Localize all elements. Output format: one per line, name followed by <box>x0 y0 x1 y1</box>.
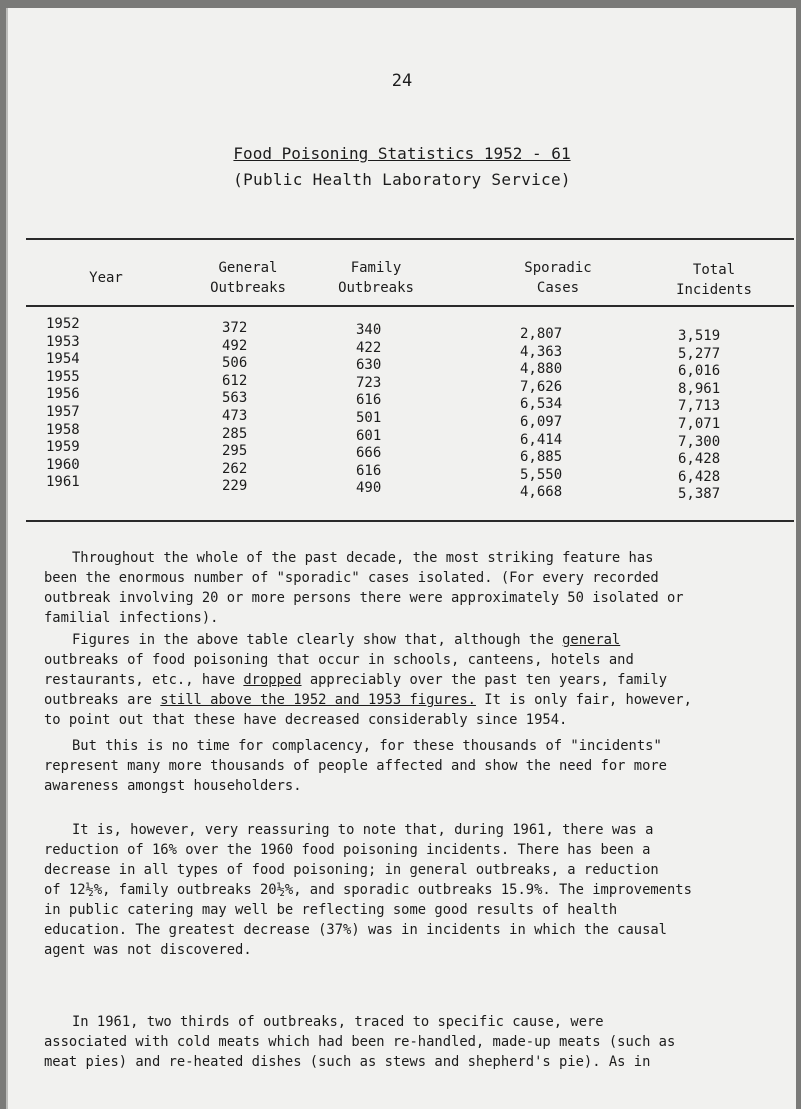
table-cell: 1959 <box>46 439 80 456</box>
table-cell: 1956 <box>46 386 80 403</box>
paragraph-sporadic: Throughout the whole of the past decade, the most striking feature has been the enormous number of "sporadic" cases isolated. (For every recorded outbreak involving 20 or more persons there were approximately 50 isolated or familial infections). <box>44 550 684 626</box>
table-cell: 7,071 <box>678 415 721 432</box>
page-subtitle: (Public Health Laboratory Service) <box>233 170 571 189</box>
column-sporadic-cases <box>520 326 562 502</box>
table-cell: 340 <box>356 322 382 338</box>
paragraph-reduction: It is, however, very reassuring to note that, during 1961, there was a reduction of 16% over the 1960 food poisoning incidents. There has been a decrease in all types of food poisoning; in general outbreaks, a reduction of 12½%, family outbreaks 20½%, and sporadic outbreaks 15.9%. The improvements in public catering may well be reflecting some good results of health education. The greatest decrease (37%) was in incidents in which the causal agent was not discovered. <box>44 822 692 958</box>
header-family-outbreaks: Family Outbreaks <box>338 260 414 296</box>
page-number: 24 <box>391 71 413 91</box>
table-cell: 262 <box>222 460 248 477</box>
table-cell: 5,277 <box>678 345 721 362</box>
column-total-incidents <box>678 328 720 504</box>
header-sporadic-cases: Sporadic Cases <box>524 260 592 296</box>
table-cell: 492 <box>222 337 248 354</box>
document-page <box>6 8 796 1109</box>
table-cell: 630 <box>356 357 382 374</box>
table-cell: 612 <box>222 372 248 389</box>
table-cell: 1957 <box>46 403 80 420</box>
header-total-incidents: Total Incidents <box>676 262 752 298</box>
table-cell: 5,387 <box>678 486 721 503</box>
table-cell: 4,363 <box>520 343 563 360</box>
header-year: Year <box>89 270 123 286</box>
paragraph-figures: Figures in the above table clearly show that, although the general outbreaks of food poisoning that occur in schools, canteens, hotels and restaurants, etc., have dropped appreciably over the past ten years, family outbreaks are still above the 1952 and 1953 figures. It is only fair, however, to point out that these have decreased considerably since 1954. <box>44 632 692 728</box>
table-cell: 6,534 <box>520 396 563 413</box>
table-cell: 1958 <box>46 421 80 438</box>
table-cell: 422 <box>356 339 382 356</box>
table-cell: 7,626 <box>520 378 563 395</box>
table-cell: 1955 <box>46 368 80 385</box>
column-general-outbreaks <box>222 320 247 496</box>
table-cell: 6,414 <box>520 431 563 448</box>
table-cell: 1960 <box>46 456 80 473</box>
table-cell: 490 <box>356 480 382 497</box>
paragraph-complacency: But this is no time for complacency, for these thousands of "incidents" represent many more thousands of people affected and show the need for more awareness amongst householders. <box>44 738 667 794</box>
table-cell: 666 <box>356 445 382 462</box>
table-header-rule <box>26 305 794 307</box>
table-cell: 6,097 <box>520 413 563 430</box>
table-bottom-rule <box>26 520 794 522</box>
page-title: Food Poisoning Statistics 1952 - 61 <box>233 144 571 163</box>
table-cell: 6,428 <box>678 451 721 468</box>
table-cell: 506 <box>222 355 248 372</box>
header-general-outbreaks: General Outbreaks <box>210 260 286 296</box>
table-cell: 1952 <box>46 316 80 332</box>
table-cell: 473 <box>222 407 248 424</box>
table-cell: 8,961 <box>678 380 721 397</box>
table-cell: 4,880 <box>520 361 563 378</box>
table-cell: 616 <box>356 462 382 479</box>
table-cell: 6,885 <box>520 449 563 466</box>
title-block <box>8 144 796 190</box>
table-cell: 616 <box>356 392 382 409</box>
table-cell: 285 <box>222 425 248 442</box>
table-top-rule <box>26 238 794 240</box>
table-cell: 6,428 <box>678 468 721 485</box>
table-cell: 1961 <box>46 474 80 491</box>
column-family-outbreaks <box>356 322 381 498</box>
table-cell: 229 <box>222 478 248 495</box>
table-cell: 5,550 <box>520 466 563 483</box>
table-cell: 2,807 <box>520 326 563 342</box>
table-cell: 501 <box>356 409 382 426</box>
table-cell: 1954 <box>46 351 80 368</box>
table-cell: 372 <box>222 320 248 336</box>
table-cell: 1953 <box>46 333 80 350</box>
column-year <box>46 316 80 492</box>
table-cell: 7,713 <box>678 398 721 415</box>
table-cell: 563 <box>222 390 248 407</box>
table-cell: 295 <box>222 443 248 460</box>
table-cell: 3,519 <box>678 328 721 344</box>
table-cell: 723 <box>356 374 382 391</box>
paragraph-outbreaks-1961: In 1961, two thirds of outbreaks, traced to specific cause, were associated with cold meats which had been re-handled, made-up meats (such as meat pies) and re-heated dishes (such as stews and shepherd's pie). As in <box>44 1014 676 1070</box>
table-cell: 601 <box>356 427 382 444</box>
table-cell: 4,668 <box>520 484 563 501</box>
table-cell: 7,300 <box>678 433 721 450</box>
table-cell: 6,016 <box>678 363 721 380</box>
